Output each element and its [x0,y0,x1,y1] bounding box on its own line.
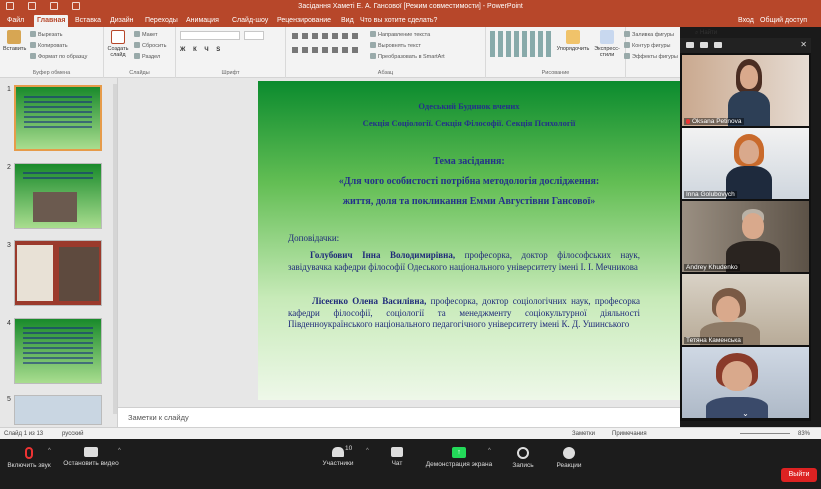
font-format-buttons[interactable]: Ж К Ч S [180,47,224,53]
font-name-box[interactable] [180,31,240,40]
slide-thumbnail-4[interactable] [14,318,102,384]
smartart-icon [370,53,376,59]
record-icon [517,447,529,459]
chevron-down-icon[interactable]: ⌄ [742,409,749,418]
tab-animation[interactable]: Анимация [186,17,219,24]
notes-pane[interactable]: Заметки к слайду [118,407,680,427]
unmute-button[interactable]: Включить звук [4,439,54,469]
slides-group [104,27,176,78]
zoom-slider[interactable] [740,433,790,434]
leave-meeting-button[interactable]: Выйти [781,468,817,482]
shape-outline-button[interactable]: Контур фигуры [624,42,670,49]
chevron-up-icon[interactable]: ^ [366,448,369,454]
slide-counter: Слайд 1 из 13 [4,431,44,437]
participants-button[interactable]: Участники [318,439,358,467]
thumbnail-number: 1 [7,86,11,93]
tell-me-search[interactable]: Что вы хотите сделать? [360,17,438,24]
slide-thumbnail-3[interactable] [14,240,102,306]
new-slide-button[interactable]: Создать слайд [106,30,130,58]
share-screen-button[interactable]: ↑ Демонстрация экрана [425,449,493,468]
ribbon [0,27,680,78]
slides-group-label: Слайды [129,70,150,76]
chat-bubble-icon [391,447,403,457]
arrange-button[interactable]: Упорядочить [556,30,590,52]
slide-speakers-label: Доповідачки: [288,233,340,243]
participant-tile[interactable] [682,128,809,199]
text-direction-button[interactable]: Направление текста [370,31,430,38]
photo-thumb [59,247,99,301]
shape-fill-button[interactable]: Заливка фигуры [624,31,674,38]
search-icon: ⌕ [695,30,701,36]
thumbnails-scrollbar[interactable] [113,84,117,414]
clipboard-group-label: Буфер обмена [32,70,71,76]
drawing-group-label: Рисование [541,70,570,76]
arrange-icon [566,30,580,44]
tab-review[interactable]: Рецензирование [277,17,332,24]
tab-home[interactable]: Главная [34,15,68,27]
record-button[interactable]: Запись [508,439,538,469]
cut-button[interactable]: Вырезать [30,31,62,38]
tab-insert[interactable]: Вставка [75,17,102,24]
list-buttons[interactable] [292,33,362,39]
thumbnail-number: 3 [7,242,11,249]
alignment-buttons[interactable] [292,47,362,53]
slide-heading-1: Одеський Будинок вчених [418,101,520,111]
copy-icon [30,42,36,48]
photo-thumb [33,192,77,222]
participants-gallery [680,38,811,421]
reactions-button[interactable]: Реакции [552,439,586,469]
participant-tile[interactable] [682,201,809,272]
powerpoint-title-bar [0,0,821,13]
video-camera-icon [84,447,98,457]
chevron-up-icon[interactable]: ^ [48,448,51,454]
muted-mic-icon [686,119,690,124]
align-text-icon [370,42,376,48]
chevron-up-icon[interactable]: ^ [488,448,491,454]
scissors-icon [30,31,36,37]
status-bar [0,427,821,439]
align-text-button[interactable]: Выровнять текст [370,42,421,49]
view-option-icon[interactable] [700,42,708,48]
participant-face [716,296,740,322]
view-option-icon[interactable] [686,42,694,48]
tab-slideshow[interactable]: Слайд-шоу [232,17,269,24]
paragraph-group-label: Абзац [377,70,394,76]
text-direction-icon [370,31,376,37]
slide-thumbnails-pane [0,78,118,427]
slide-topic-line-2: життя, доля та покликання Емми Августівни Гансової» [342,196,596,207]
drawing-group [486,27,626,78]
participant-name: Inna Golubovych [686,191,735,198]
participants-count: 10 [345,445,353,452]
chevron-up-icon[interactable]: ^ [118,448,121,454]
brush-icon [30,53,36,59]
document-title: Засідання Хаметі Е. А. Гансової [Режим совместимости] - PowerPoint [298,3,523,10]
slide-speaker-2: Лісеєнко Олена Василівна, професорка, доктор соціологічних наук, професорка кафедри філософії, соціології та менеджменту соціокультурної діяльності Південноукраїнського національного педагогічного університету імені К. Д. Ушинського [288,296,640,329]
slide-speaker-1: Голубович Інна Володимирівна, професорка, доктор філософських наук, завідувачка кафедри філософії Одеського національного університету імені І. І. Мечникова [288,250,640,272]
thumbnail-number: 4 [7,320,11,327]
slide-topic-label: Тема засідання: [433,156,505,167]
reset-icon [134,42,140,48]
thumbnail-number: 5 [7,396,11,403]
shapes-gallery[interactable] [490,31,554,57]
current-slide[interactable] [258,81,680,400]
layout-icon [134,31,140,37]
people-icon [332,447,344,457]
layout-button[interactable]: Макет [134,31,158,38]
book-cover-thumb [17,245,53,301]
tab-file[interactable]: Файл [7,17,25,24]
smartart-button[interactable]: Преобразовать в SmartArt [370,53,445,60]
slide-thumbnail-5[interactable] [14,395,102,425]
participant-face [742,213,764,239]
font-group-label: Шрифт [221,70,240,76]
paint-bucket-icon [624,31,630,37]
participant-face [739,140,759,164]
section-icon [134,53,140,59]
participant-name: Andrey Khudenko [686,264,738,271]
share-button[interactable]: Общий доступ [760,17,808,24]
outline-icon [624,42,630,48]
zoom-level[interactable]: 83% [798,431,811,437]
tab-view[interactable]: Вид [341,17,354,24]
stop-video-button[interactable]: Остановить видео [60,439,122,467]
effects-icon [624,53,630,59]
ribbon-tabs [0,13,821,27]
view-option-icon[interactable] [714,42,722,48]
tab-design[interactable]: Дизайн [110,17,134,24]
participant-tile[interactable] [682,347,809,418]
participant-name: Oksana Petinova [684,118,744,125]
font-size-box[interactable] [244,31,264,40]
muted-mic-icon [25,447,33,459]
font-group [176,27,286,78]
find-button[interactable]: ⌕ Найти [695,30,718,36]
quick-styles-icon [600,30,614,44]
participant-tile[interactable] [682,274,809,345]
slide-canvas [118,78,680,407]
paragraph-group [286,27,486,78]
chat-button[interactable]: Чат [384,439,410,467]
tab-transitions[interactable]: Переходы [145,17,178,24]
slide-thumbnail-2[interactable] [14,163,102,229]
format-painter-button[interactable]: Формат по образцу [30,53,87,60]
slide-heading-2: Секція Соціології. Секція Філософії. Секція Психології [362,118,576,128]
shape-effects-button[interactable]: Эффекты фигуры [624,53,678,60]
notes-toggle[interactable]: Заметки [572,431,595,437]
sign-in-link[interactable]: Вход [738,17,754,24]
slide-thumbnail-1[interactable] [14,85,102,151]
close-icon[interactable]: ✕ [800,40,807,49]
comments-toggle[interactable]: Примечания [612,431,647,437]
paste-button[interactable]: Вставить [3,30,25,52]
quick-styles-button[interactable]: Экспресс-стили [590,30,624,58]
language-indicator[interactable]: русский [62,431,84,437]
participant-tile[interactable] [682,55,809,126]
section-button[interactable]: Раздел [134,53,160,60]
participant-face [722,361,752,391]
copy-button[interactable]: Копировать [30,42,68,49]
paste-icon [7,30,21,44]
reset-button[interactable]: Сбросить [134,42,166,49]
participant-face [740,65,758,89]
gallery-toolbar [680,38,811,53]
slide-topic-line-1: «Для чого особистості потрібна методологія дослідження: [338,176,600,187]
new-slide-icon [111,30,125,44]
clipboard-group [0,27,104,78]
participant-name: Тетяна Каменська [686,337,741,344]
smiley-icon [563,447,575,459]
thumbnail-number: 2 [7,164,11,171]
zoom-control-bar [0,439,821,489]
share-arrow-icon: ↑ [452,447,466,458]
